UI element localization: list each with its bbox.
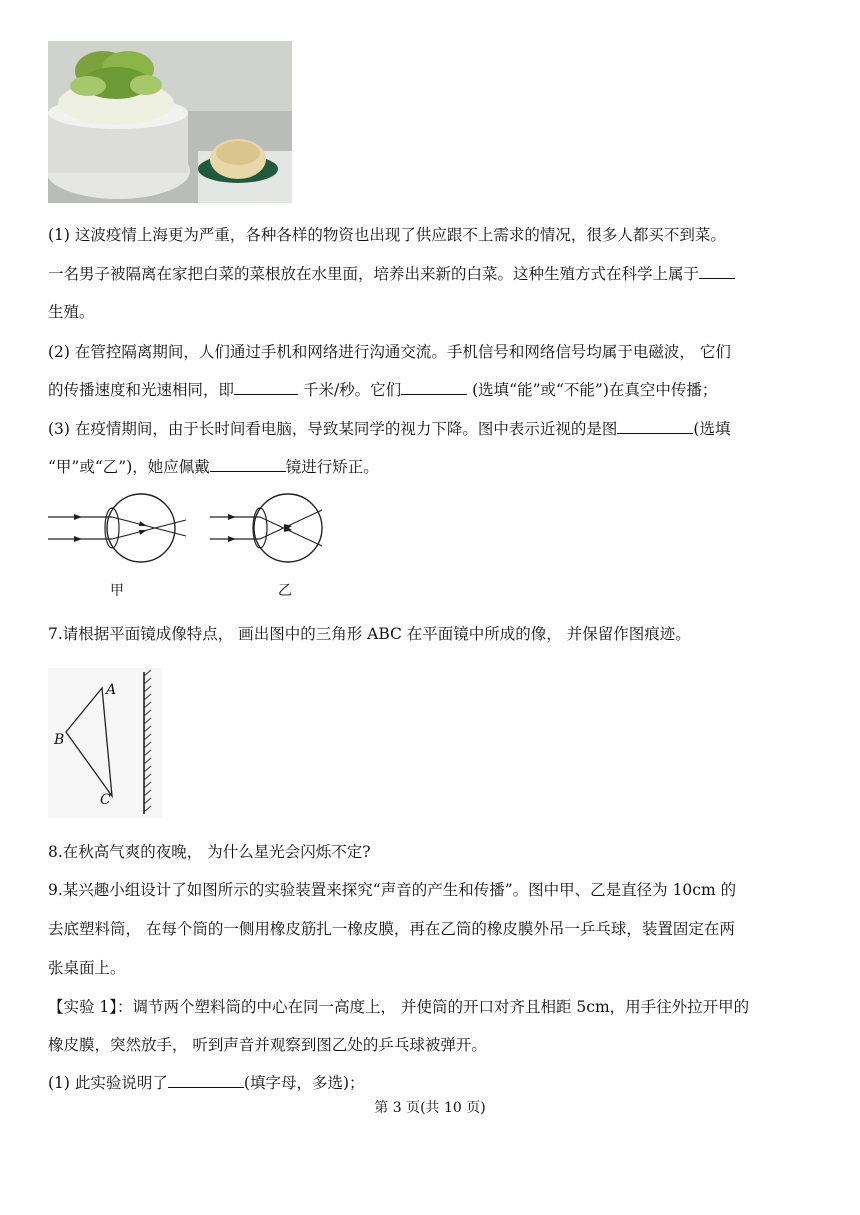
q6-part1-line1: (1) 这波疫情上海更为严重，各种各样的物资也出现了供应跟不上需求的情况，很多人都买不到菜。 — [48, 226, 726, 244]
eye-diagram-jia — [46, 488, 196, 572]
answer-blank[interactable] — [699, 264, 735, 279]
q6-part3-text-c: “甲”或“乙”)，她应佩戴 — [48, 458, 210, 476]
answer-blank[interactable] — [168, 1073, 244, 1088]
eye-diagram-yi — [208, 488, 338, 572]
q6-part3-line2 — [48, 457, 379, 477]
q9-sub1 — [48, 1073, 365, 1093]
answer-blank[interactable] — [617, 419, 693, 434]
q9-sub1-text-a: (1) 此实验说明了 — [48, 1074, 168, 1092]
q6-part2-text-c: (选填“能”或“不能”)在真空中传播； — [467, 381, 718, 399]
vertex-label-c: C — [100, 792, 111, 808]
q9-sub1-text-b: (填字母，多选)； — [243, 1074, 365, 1092]
q8-text: 8.在秋高气爽的夜晚， 为什么星光会闪烁不定? — [48, 843, 371, 861]
q6-part2-text-b: 千米/秒。它们 — [298, 381, 402, 399]
q9-line3: 张桌面上。 — [48, 959, 126, 977]
vertex-label-a: A — [106, 682, 117, 698]
q6-part3-text-d: 镜进行矫正。 — [285, 458, 379, 476]
q6-part3-line1 — [48, 419, 730, 439]
q9-experiment-line2: 橡皮膜，突然放手， 听到声音并观察到图乙处的乒乓球被弹开。 — [48, 1036, 487, 1054]
eye-label-jia: 甲 — [110, 583, 124, 599]
triangle-mirror-diagram — [48, 668, 162, 818]
page-footer: 第 3 页(共 10 页) — [374, 1100, 486, 1116]
q7-text: 7.请根据平面镜成像特点， 画出图中的三角形 ABC 在平面镜中所成的像， 并保留作图痕迹。 — [48, 625, 691, 643]
answer-blank[interactable] — [234, 380, 298, 395]
q6-part1-line2 — [48, 264, 735, 284]
q9-line2: 去底塑料筒， 在每个筒的一侧用橡皮筋扎一橡皮膜，再在乙筒的橡皮膜外吊一乒乓球，装置固定在两 — [48, 920, 735, 938]
answer-blank[interactable] — [210, 457, 286, 472]
q6-part2-line1: (2) 在管控隔离期间，人们通过手机和网络进行沟通交流。手机信号和网络信号均属于电磁波， 它们 — [48, 343, 731, 361]
q6-part2-line2 — [48, 380, 717, 400]
answer-blank[interactable] — [401, 380, 467, 395]
q6-part1-line3: 生殖。 — [48, 303, 95, 321]
q9-line1: 9.某兴趣小组设计了如图所示的实验装置来探究“声音的产生和传播”。图中甲、乙是直径为 10cm 的 — [48, 881, 737, 899]
q6-part1-line2-text: 一名男子被隔离在家把白菜的菜根放在水里面，培养出来新的白菜。这种生殖方式在科学上属于 — [48, 265, 700, 283]
q9-experiment-line1: 【实验 1】：调节两个塑料筒的中心在同一高度上， 并使筒的开口对齐且相距 5cm，用手往外拉开甲的 — [48, 998, 750, 1016]
vertex-label-b: B — [54, 732, 65, 748]
cabbage-regrowth-photo — [48, 41, 292, 203]
q6-part3-text-b: (选填 — [693, 420, 731, 438]
eye-label-yi: 乙 — [278, 583, 292, 599]
q6-part2-text-a: 的传播速度和光速相同，即 — [48, 381, 235, 399]
q6-part3-text-a: (3) 在疫情期间，由于长时间看电脑，导致某同学的视力下降。图中表示近视的是图 — [48, 420, 618, 438]
